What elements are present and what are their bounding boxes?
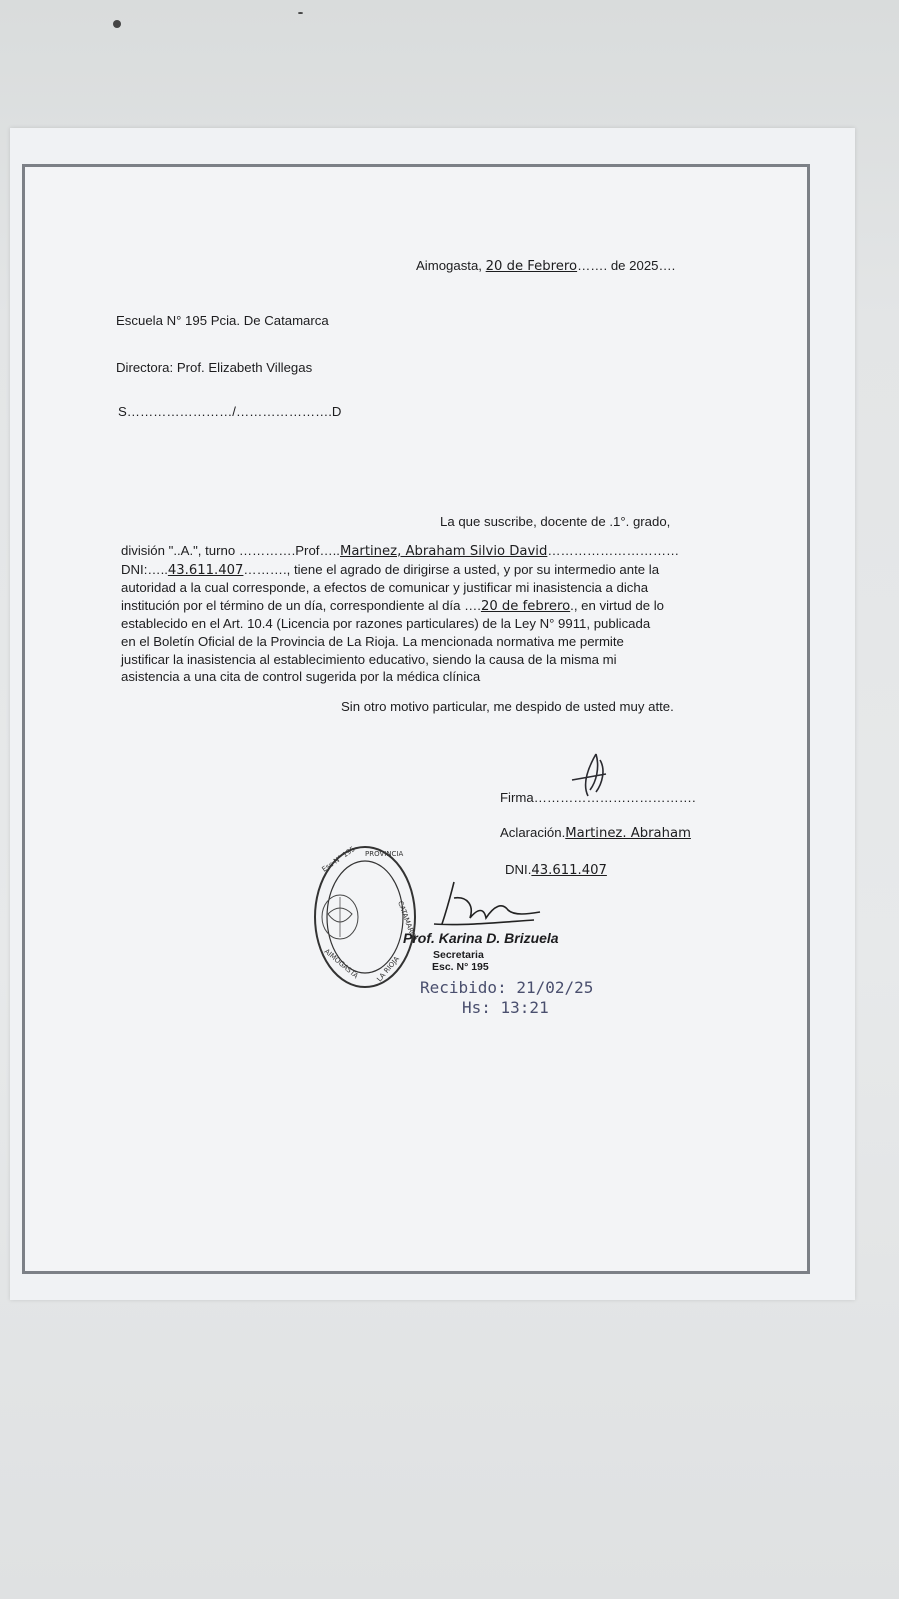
firma-label: Firma………………………………. xyxy=(500,790,696,805)
teacher-name-filled: Martinez, Abraham Silvio David xyxy=(339,544,548,559)
absence-date-filled: 20 de febrero xyxy=(480,598,571,614)
document-frame xyxy=(22,164,810,1274)
secretary-school: Esc. N° 195 xyxy=(432,961,489,973)
body-line-2: división "..A.", turno ………….Prof…..Martinez, Abraham Silvio David………………………… xyxy=(121,543,680,559)
secretary-name: Prof. Karina D. Brizuela xyxy=(403,930,559,946)
closing-line: Sin otro motivo particular, me despido de usted muy atte. xyxy=(341,699,674,714)
dust-speck xyxy=(298,12,303,14)
svg-text:Esc N° 195: Esc N° 195 xyxy=(320,845,357,874)
svg-text:AIMOGASTA: AIMOGASTA xyxy=(322,947,360,981)
body-line-8: justificar la inasistencia al establecimiento educativo, siendo la causa de la misma mi xyxy=(121,651,617,667)
body-line-3: DNI:…..43.611.407………., tiene el agrado de dirigirse a usted, y por su intermedio ante la xyxy=(121,561,660,578)
school-seal-stamp xyxy=(310,842,420,992)
aclaracion-line: Aclaración.Martinez. Abraham xyxy=(500,825,691,841)
body-paragraph xyxy=(121,542,701,686)
school-name: Escuela N° 195 Pcia. De Catamarca xyxy=(116,313,329,328)
director-name: Directora: Prof. Elizabeth Villegas xyxy=(116,360,313,375)
date-filled: 20 de Febrero xyxy=(485,259,578,274)
dust-speck xyxy=(113,20,121,28)
body-line-6: establecido en el Art. 10.4 (Licencia por razones particulares) de la Ley N° 9911, publicada xyxy=(121,616,651,632)
dni-filled: 43.611.407 xyxy=(167,562,244,578)
salutation-sd: S……………………/………………….D xyxy=(118,404,342,419)
svg-text:CATAMARCA: CATAMARCA xyxy=(396,899,419,943)
body-line-9: asistencia a una cita de control sugerida por la médica clínica xyxy=(121,669,481,685)
body-line-7: en el Boletín Oficial de la Provincia de La Rioja. La mencionada normativa me permite xyxy=(121,633,624,649)
body-line-1: La que suscribe, docente de .1°. grado, xyxy=(440,514,671,529)
secretary-role: Secretaria xyxy=(433,949,484,961)
received-date-note: Recibido: 21/02/25 xyxy=(420,978,594,997)
body-line-5: institución por el término de un día, correspondiente al día ….20 de febrero., en virtud de lo xyxy=(121,597,665,614)
body-line-4: autoridad a la cual corresponde, a efectos de comunicar y justificar mi inasistencia a dicha xyxy=(121,580,649,596)
dni-signature-line: DNI.43.611.407 xyxy=(505,862,607,878)
secretary-signature xyxy=(424,878,544,930)
date-line: Aimogasta, 20 de Febrero……. de 2025…. xyxy=(416,258,676,274)
received-time-note: Hs: 13:21 xyxy=(462,998,549,1017)
aclaracion-value: Martinez. Abraham xyxy=(565,826,691,841)
svg-text:PROVINCIA: PROVINCIA xyxy=(365,850,404,858)
svg-text:LA RIOJA: LA RIOJA xyxy=(375,954,401,984)
dni-signature-value: 43.611.407 xyxy=(531,863,607,878)
